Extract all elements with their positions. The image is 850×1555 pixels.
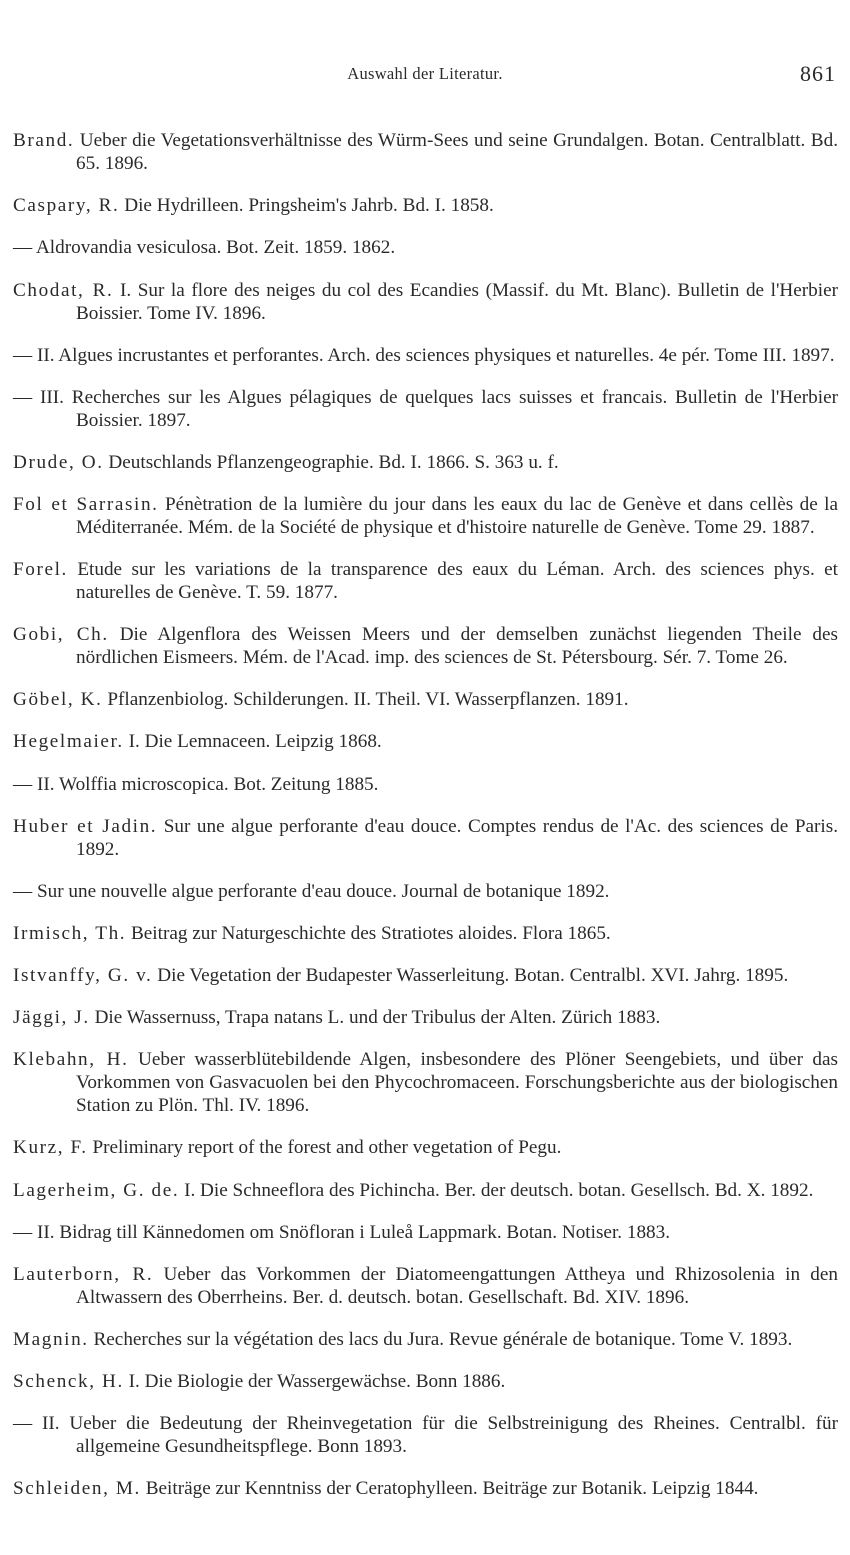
- entry-text: Aldrovandia vesiculosa. Bot. Zeit. 1859. 1862.: [35, 237, 396, 259]
- bibliography-list: [13, 111, 838, 1520]
- bibliography-entry: [13, 130, 838, 176]
- entry-text: Ueber das Vorkommen der Diatomeengattungen Attheya und Rhizosolenia in den Altwassern des Oberrheins. Ber. d. deutsch. botan. Gesellschaft. Bd. XIV. 1896.: [76, 1263, 838, 1308]
- entry-author: —: [13, 773, 33, 795]
- entry-author: Lauterborn, R.: [13, 1263, 154, 1285]
- entry-author: Brand.: [13, 130, 75, 152]
- bibliography-entry: [13, 387, 838, 433]
- entry-author: Forel.: [13, 559, 68, 581]
- entry-text: II. Wolffia microscopica. Bot. Zeitung 1885.: [36, 773, 379, 795]
- entry-text: Sur une algue perforante d'eau douce. Comptes rendus de l'Ac. des sciences de Paris. 1892.: [76, 815, 838, 860]
- bibliography-entry: [13, 1478, 838, 1501]
- entry-text: Ueber die Vegetationsverhältnisse des Würm-Sees und seine Grundalgen. Botan. Centralblatt. Bd. 65. 1896.: [76, 130, 838, 175]
- entry-text: I. Sur la flore des neiges du col des Ecandies (Massif. du Mt. Blanc). Bulletin de l'Herbier Boissier. Tome IV. 1896.: [76, 279, 838, 324]
- entry-author: Magnin.: [13, 1328, 89, 1350]
- bibliography-entry: [13, 280, 838, 326]
- entry-text: I. Die Biologie der Wassergewächse. Bonn 1886.: [128, 1371, 506, 1393]
- entry-author: Fol et Sarrasin.: [13, 494, 159, 516]
- entry-author: Göbel, K.: [13, 689, 103, 711]
- bibliography-entry: [13, 1180, 838, 1203]
- entry-author: Hegelmaier.: [13, 731, 124, 753]
- entry-text: Sur une nouvelle algue perforante d'eau douce. Journal de botanique 1892.: [36, 880, 610, 902]
- entry-author: —: [13, 237, 33, 259]
- entry-author: Drude, O.: [13, 451, 104, 473]
- bibliography-entry: [13, 1413, 838, 1459]
- entry-text: II. Bidrag till Kännedomen om Snöfloran i Luleå Lappmark. Botan. Notiser. 1883.: [36, 1221, 671, 1243]
- entry-text: Beiträge zur Kenntniss der Ceratophylleen. Beiträge zur Botanik. Leipzig 1844.: [145, 1478, 759, 1500]
- entry-author: Huber et Jadin.: [13, 815, 158, 837]
- entry-text: I. Die Lemnaceen. Leipzig 1868.: [128, 731, 382, 753]
- entry-text: Beitrag zur Naturgeschichte des Stratiotes aloides. Flora 1865.: [130, 922, 611, 944]
- entry-author: Schleiden, M.: [13, 1478, 141, 1500]
- bibliography-entry: [13, 1329, 838, 1352]
- entry-author: Chodat, R.: [13, 279, 114, 301]
- entry-author: Jäggi, J.: [13, 1007, 90, 1029]
- bibliography-entry: [13, 965, 838, 988]
- entry-text: Die Vegetation der Budapester Wasserleitung. Botan. Centralbl. XVI. Jahrg. 1895.: [157, 965, 789, 987]
- entry-text: Recherches sur la végétation des lacs du Jura. Revue générale de botanique. Tome V. 1893.: [93, 1328, 793, 1350]
- page-number: 861: [800, 61, 836, 86]
- entry-text: Ueber wasserblütebildende Algen, insbesondere des Plöner Seengebiets, und über das Vorkommen von Gasvacuolen bei den Phycochromaceen. Forschungsberichte aus der biologischen Station zu Plön. Thl. IV. 1896.: [76, 1049, 839, 1117]
- bibliography-entry: [13, 731, 838, 754]
- entry-author: —: [13, 386, 33, 408]
- entry-author: Schenck, H.: [13, 1371, 124, 1393]
- entry-text: Die Wassernuss, Trapa natans L. und der Tribulus der Alten. Zürich 1883.: [94, 1007, 661, 1029]
- bibliography-entry: [13, 452, 838, 475]
- entry-text: Die Algenflora des Weissen Meers und der demselben zunächst liegenden Theile des nördlichen Eismeers. Mém. de l'Acad. imp. des sciences de St. Pétersbourg. Sér. 7. Tome 26.: [76, 624, 839, 669]
- bibliography-entry: [13, 195, 838, 218]
- entry-text: II. Ueber die Bedeutung der Rheinvegetation für die Selbstreinigung des Rheines. Centralbl. für allgemeine Gesundheitspflege. Bonn 1893.: [42, 1413, 838, 1458]
- entry-author: —: [13, 344, 33, 366]
- bibliography-entry: [13, 559, 838, 605]
- entry-author: Klebahn, H.: [13, 1049, 129, 1071]
- entry-text: Pénètration de la lumière du jour dans les eaux du lac de Genève et dans cellès de la Méditerranée. Mém. de la Société de physique et d'histoire naturelle de Genève. Tome 29. 1887.: [76, 494, 838, 538]
- bibliography-entry: [13, 494, 838, 540]
- bibliography-entry: [13, 774, 838, 797]
- entry-author: Kurz, F.: [13, 1137, 88, 1159]
- bibliography-entry: [13, 1007, 838, 1030]
- bibliography-entry: [13, 1264, 838, 1310]
- entry-text: II. Algues incrustantes et perforantes. Arch. des sciences physiques et naturelles. 4e pér. Tome III. 1897.: [36, 344, 835, 366]
- bibliography-entry: [13, 1049, 838, 1118]
- bibliography-entry: [13, 624, 838, 670]
- bibliography-entry: [13, 816, 838, 862]
- bibliography-entry: [13, 237, 838, 260]
- entry-author: Caspary, R.: [13, 195, 120, 217]
- header-title: Auswahl der Literatur.: [347, 64, 503, 83]
- bibliography-entry: [13, 1371, 838, 1394]
- entry-author: —: [13, 880, 33, 902]
- entry-author: Irmisch, Th.: [13, 922, 127, 944]
- entry-text: Deutschlands Pflanzengeographie. Bd. I. 1866. S. 363 u. f.: [108, 451, 559, 473]
- bibliography-entry: [13, 881, 838, 904]
- entry-author: Gobi, Ch.: [13, 624, 109, 646]
- entry-text: Pflanzenbiolog. Schilderungen. II. Theil. VI. Wasserpflanzen. 1891.: [107, 689, 629, 711]
- entry-text: Preliminary report of the forest and other vegetation of Pegu.: [92, 1137, 562, 1159]
- entry-text: Die Hydrilleen. Pringsheim's Jahrb. Bd. I. 1858.: [124, 195, 494, 217]
- entry-author: Istvanffy, G. v.: [13, 965, 153, 987]
- entry-text: Etude sur les variations de la transparence des eaux du Léman. Arch. des sciences phys. et naturelles de Genève. T. 59. 1877.: [76, 559, 838, 604]
- entry-author: —: [13, 1413, 33, 1435]
- bibliography-entry: [13, 1137, 838, 1160]
- bibliography-entry: [13, 923, 838, 946]
- entry-text: I. Die Schneeflora des Pichincha. Ber. der deutsch. botan. Gesellsch. Bd. X. 1892.: [184, 1179, 814, 1201]
- bibliography-entry: [13, 689, 838, 712]
- bibliography-entry: [13, 1222, 838, 1245]
- entry-text: III. Recherches sur les Algues pélagiques de quelques lacs suisses et francais. Bulletin de l'Herbier Boissier. 1897.: [40, 386, 838, 431]
- running-head: [0, 62, 850, 88]
- bibliography-entry: [13, 345, 838, 368]
- entry-author: Lagerheim, G. de.: [13, 1179, 180, 1201]
- entry-author: —: [13, 1221, 33, 1243]
